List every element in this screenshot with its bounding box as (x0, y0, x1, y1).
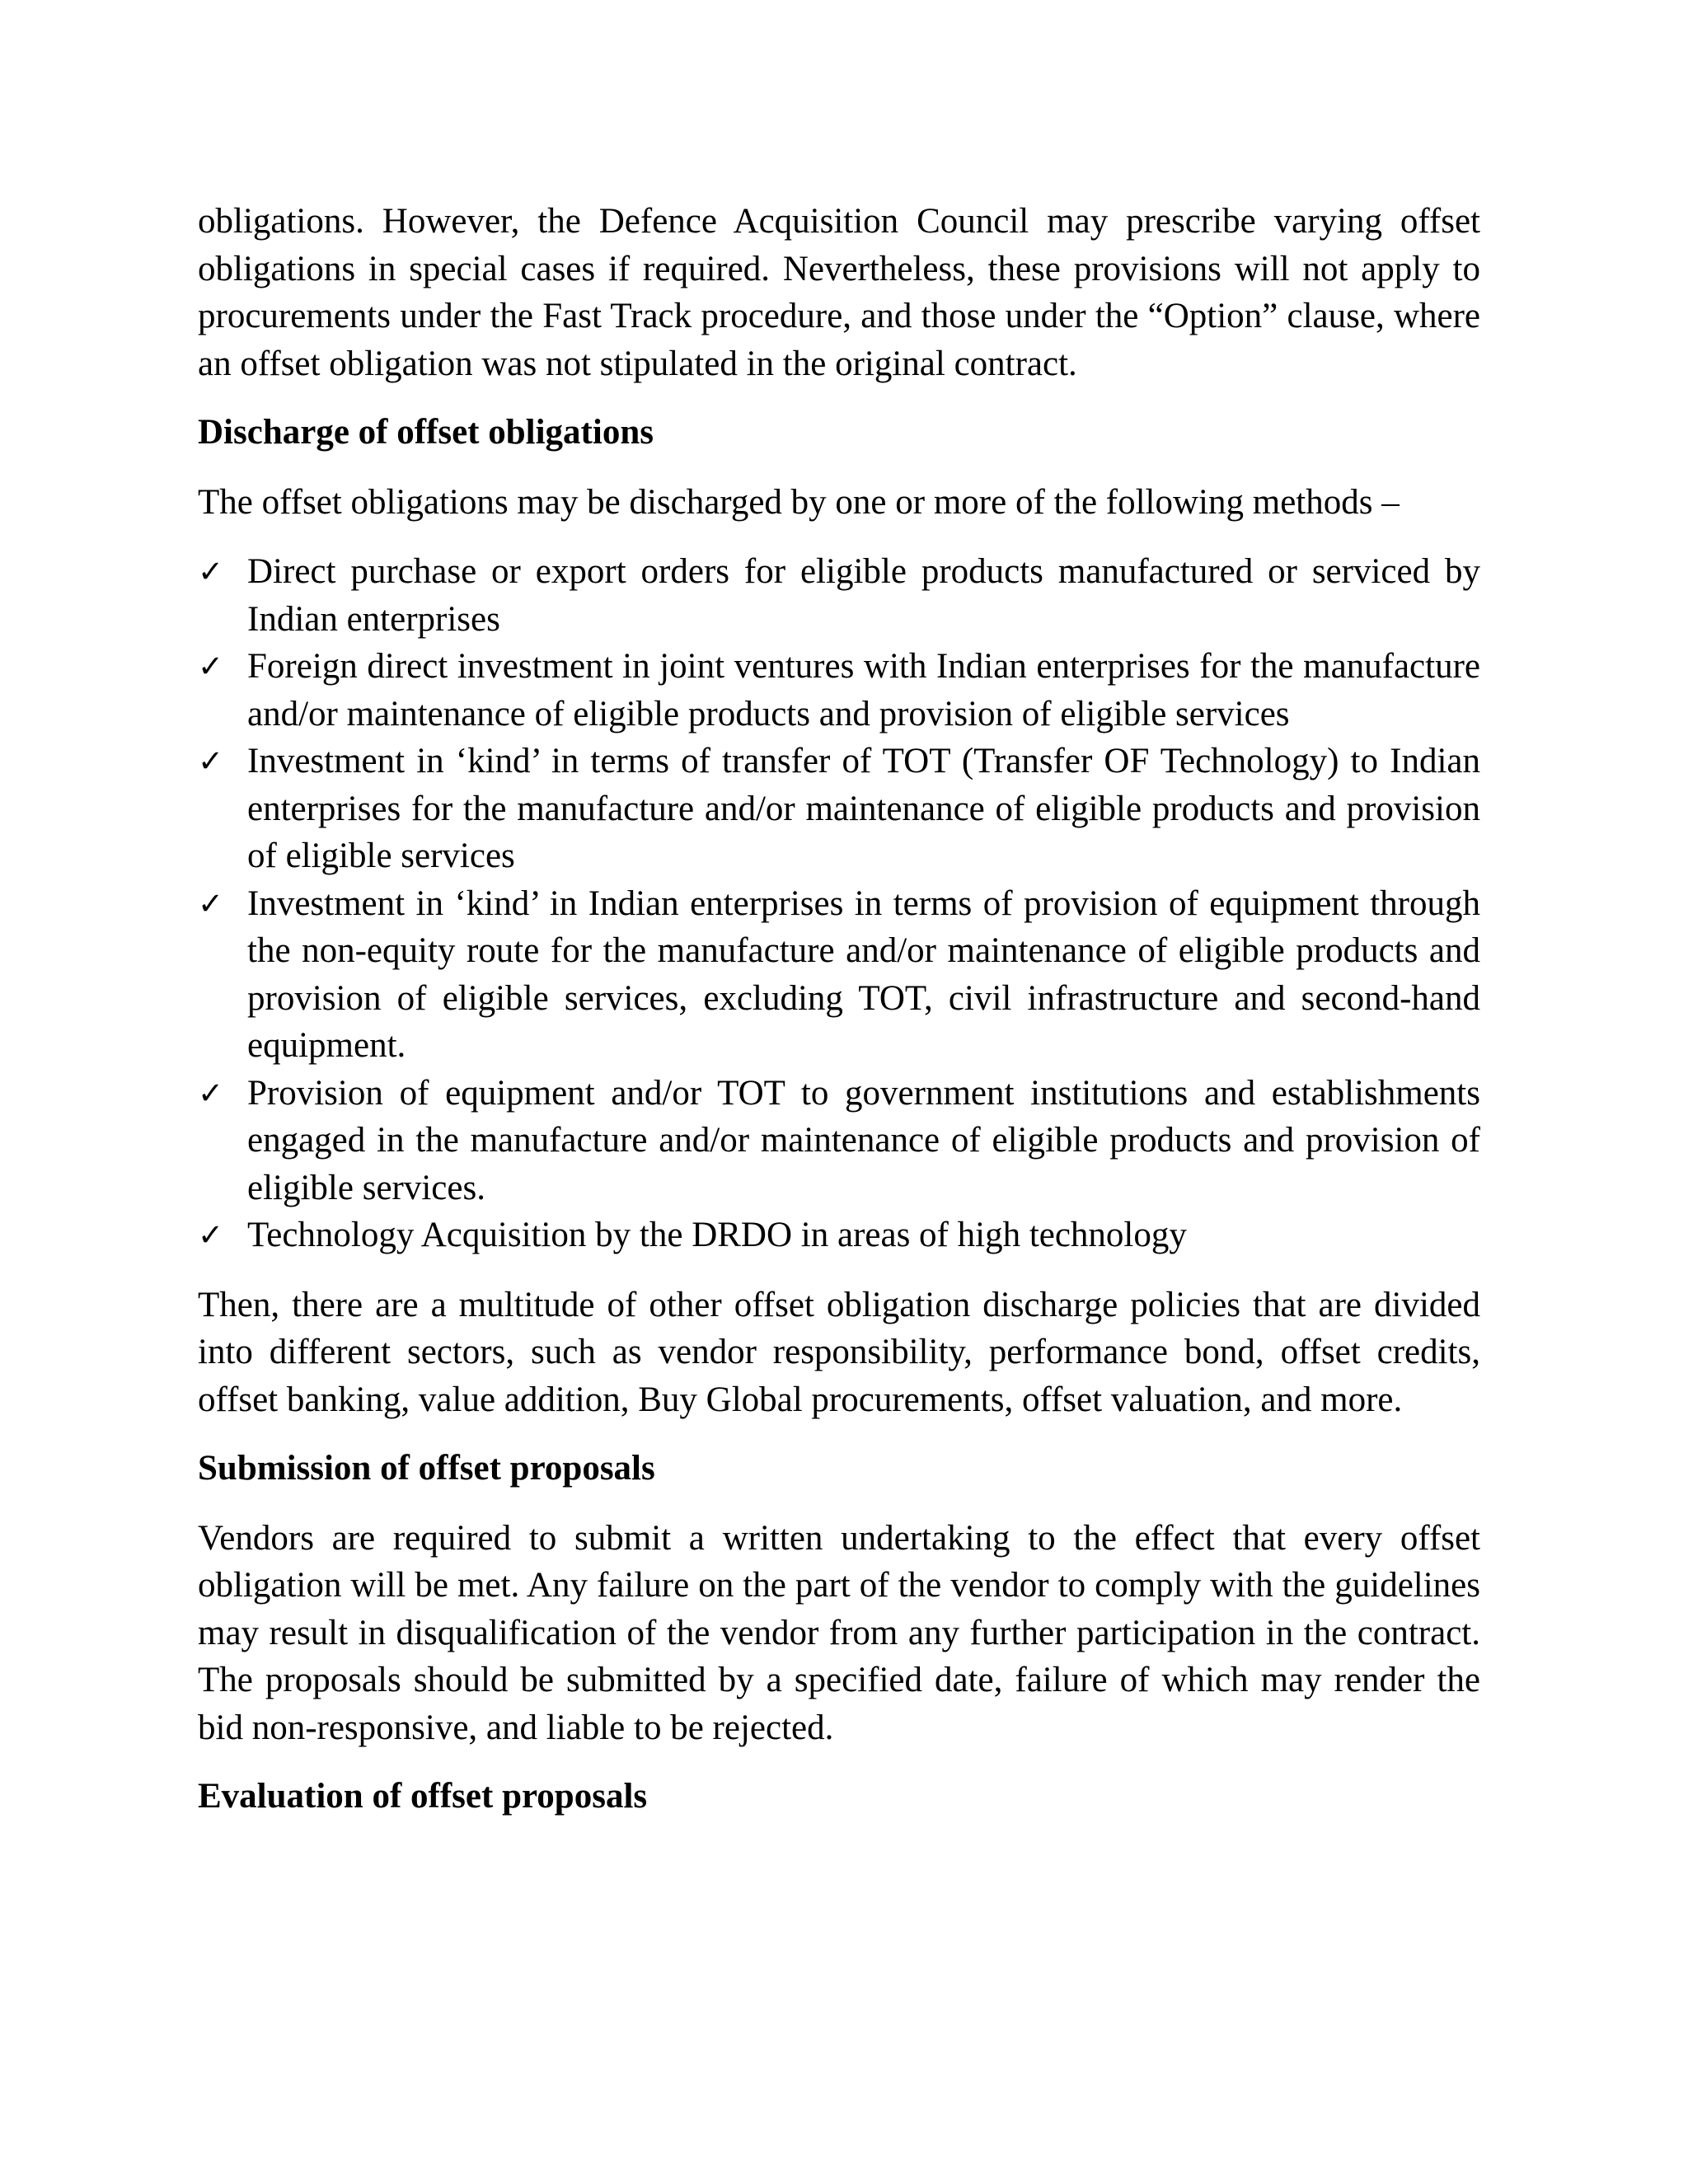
evaluation-heading: Evaluation of offset proposals (198, 1777, 648, 1816)
list-item-text: Investment in ‘kind’ in Indian enterprises in terms of provision of equipment through the non-equity route for the manufacture and/or maintenance of eligible products and provision of eligible services, excluding TOT, civil infrastructure and second-hand equipment. (247, 883, 1480, 1065)
list-item (198, 738, 1480, 880)
list-item-text: Provision of equipment and/or TOT to government institutions and establishments engaged in the manufacture and/or maintenance of eligible products and provision of eligible services. (247, 1073, 1480, 1207)
check-icon: ✓ (198, 554, 224, 589)
list-item (198, 880, 1480, 1070)
list-item (198, 1212, 1480, 1259)
check-icon: ✓ (198, 1217, 224, 1253)
discharge-methods-list (198, 548, 1480, 1259)
document-page (198, 198, 1480, 1821)
list-item (198, 643, 1480, 738)
discharge-intro: The offset obligations may be discharged by one or more of the following methods – (198, 482, 1400, 522)
list-item (198, 1070, 1480, 1212)
list-item (198, 548, 1480, 643)
submission-paragraph: Vendors are required to submit a written undertaking to the effect that every offset obligation will be met. Any failure on the part of the vendor to comply with the guidelines may result in disqualification of the vendor from any further participation in the contract. The proposals should be submitted by a specified date, failure of which may render the bid non-responsive, and liable to be rejected. (198, 1518, 1480, 1747)
check-icon: ✓ (198, 1075, 224, 1111)
discharge-heading: Discharge of offset obligations (198, 413, 654, 452)
check-icon: ✓ (198, 885, 224, 921)
list-item-text: Technology Acquisition by the DRDO in areas of high technology (247, 1216, 1187, 1254)
check-icon: ✓ (198, 743, 224, 779)
list-item-text: Foreign direct investment in joint ventures with Indian enterprises for the manufacture and/or maintenance of eligible products and provision of eligible services (247, 647, 1480, 733)
opening-paragraph: obligations. However, the Defence Acquisition Council may prescribe varying offset obligations in special cases if required. Nevertheless, these provisions will not apply to procurements under the Fast Track procedure, and those under the “Option” clause, where an offset obligation was not stipulated in the original contract. (198, 202, 1480, 383)
list-item-text: Investment in ‘kind’ in terms of transfer of TOT (Transfer OF Technology) to Indian enterprises for the manufacture and/or maintenance of eligible products and provision of eligible services (247, 742, 1480, 875)
check-icon: ✓ (198, 649, 224, 684)
submission-heading: Submission of offset proposals (198, 1449, 655, 1488)
list-item-text: Direct purchase or export orders for eligible products manufactured or serviced by Indian enterprises (247, 552, 1480, 639)
discharge-closing-paragraph: Then, there are a multitude of other offset obligation discharge policies that are divided into different sectors, such as vendor responsibility, performance bond, offset credits, offset banking, value addition, Buy Global procurements, offset valuation, and more. (198, 1285, 1480, 1419)
